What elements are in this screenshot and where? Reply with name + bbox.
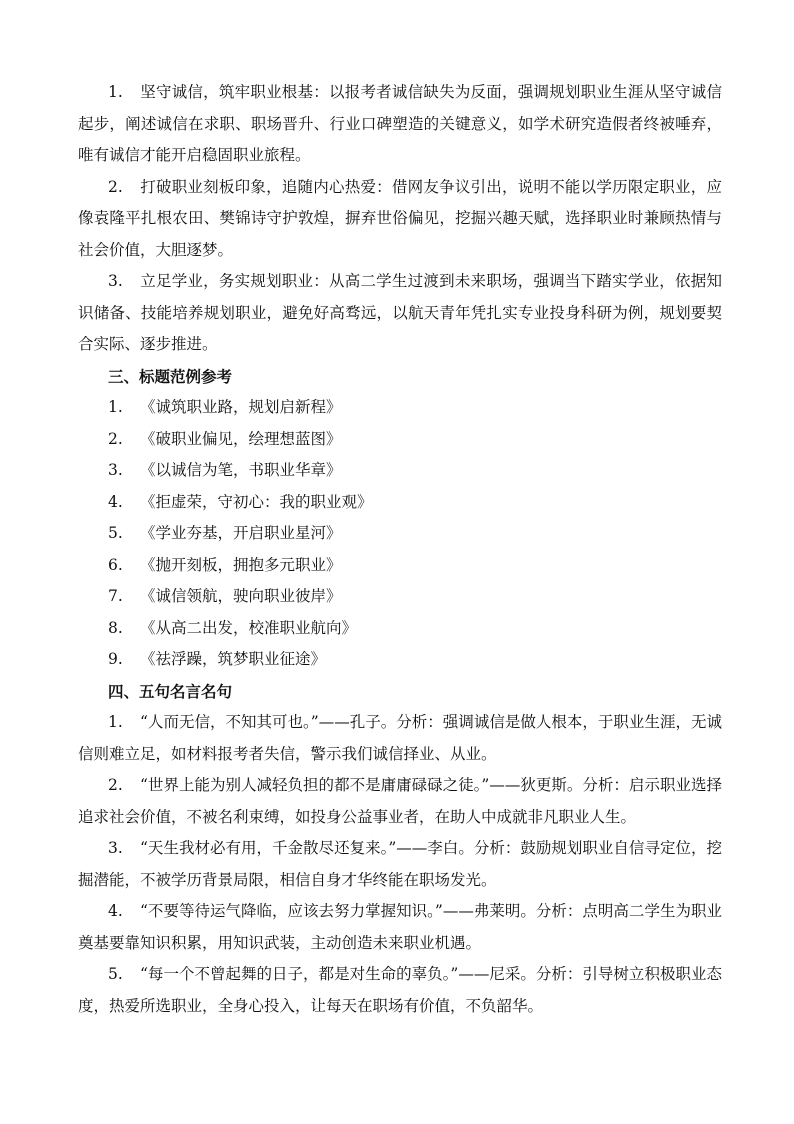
item-number: 9. bbox=[108, 650, 123, 668]
section-point bbox=[78, 77, 722, 172]
item-number: 3. bbox=[108, 839, 123, 857]
title-example bbox=[78, 518, 722, 550]
title-example bbox=[78, 487, 722, 519]
item-text: “每一个不曾起舞的日子，都是对生命的辜负。”——尼采。分析：引导树立积极职业态度，热爱所选职业，全身心投入，让每天在职场有价值，不负韶华。 bbox=[78, 965, 722, 1015]
section-heading-quotes: 四、五句名言名句 bbox=[108, 681, 233, 701]
item-number: 5. bbox=[108, 965, 123, 983]
item-number: 2. bbox=[108, 776, 123, 794]
item-text: 《拒虚荣，守初心：我的职业观》 bbox=[140, 492, 373, 511]
item-number: 1. bbox=[108, 713, 123, 731]
title-example bbox=[78, 644, 722, 676]
item-number: 3. bbox=[108, 272, 123, 290]
document-content bbox=[78, 77, 722, 1022]
item-text: 《以诚信为笔，书职业华章》 bbox=[140, 461, 342, 479]
item-text: “天生我材必有用，千金散尽还复来。”——李白。分析：鼓励规划职业自信寻定位，挖掘潜能，不被学历背景局限，相信自身才华终能在职场发光。 bbox=[78, 839, 722, 889]
title-example bbox=[78, 550, 722, 582]
item-number: 1. bbox=[108, 83, 123, 101]
item-number: 7. bbox=[108, 587, 123, 605]
item-text: 立足学业，务实规划职业：从高二学生过渡到未来职场，强调当下踏实学业，依据知识储备、技能培养规划职业，避免好高骛远，以航天青年凭扎实专业投身科研为例，规划要契合实际、逐步推进。 bbox=[78, 272, 722, 353]
quote-item bbox=[78, 833, 722, 896]
item-text: “不要等待运气降临，应该去努力掌握知识。”——弗莱明。分析：点明高二学生为职业奠基要靠知识积累，用知识武装，主动创造未来职业机遇。 bbox=[78, 902, 722, 952]
quote-item bbox=[78, 707, 722, 770]
title-example bbox=[78, 613, 722, 645]
item-number: 5. bbox=[108, 524, 123, 542]
item-text: 坚守诚信，筑牢职业根基：以报考者诚信缺失为反面，强调规划职业生涯从坚守诚信起步，阐述诚信在求职、职场晋升、行业口碑塑造的关键意义，如学术研究造假者终被唾弃，唯有诚信才能开启稳固职业旅程。 bbox=[78, 83, 722, 164]
title-example bbox=[78, 455, 722, 487]
item-number: 2. bbox=[108, 429, 123, 448]
section-point bbox=[78, 266, 722, 361]
item-text: 《抛开刻板，拥抱多元职业》 bbox=[140, 555, 342, 574]
section-heading-titles: 三、标题范例参考 bbox=[108, 366, 233, 386]
item-text: 《祛浮躁，筑梦职业征途》 bbox=[140, 650, 327, 668]
item-number: 2. bbox=[108, 177, 123, 196]
item-number: 6. bbox=[108, 555, 123, 574]
item-number: 8. bbox=[108, 618, 123, 637]
item-text: “人而无信，不知其可也。”——孔子。分析：强调诚信是做人根本，于职业生涯，无诚信则难立足，如材料报考者失信，警示我们诚信择业、从业。 bbox=[78, 713, 722, 763]
item-text: 《诚信领航，驶向职业彼岸》 bbox=[140, 587, 342, 605]
item-text: 《从高二出发，校准职业航向》 bbox=[140, 618, 358, 637]
quote-item bbox=[78, 959, 722, 1022]
item-text: 《学业夯基，开启职业星河》 bbox=[140, 524, 342, 542]
item-text: 《诚筑职业路，规划启新程》 bbox=[140, 398, 342, 416]
item-number: 3. bbox=[108, 461, 123, 479]
section-point bbox=[78, 172, 722, 267]
title-example bbox=[78, 581, 722, 613]
item-text: 《破职业偏见，绘理想蓝图》 bbox=[140, 429, 342, 448]
item-number: 1. bbox=[108, 398, 123, 416]
title-example bbox=[78, 424, 722, 456]
title-example bbox=[78, 392, 722, 424]
item-text: 打破职业刻板印象，追随内心热爱：借网友争议引出，说明不能以学历限定职业，应像袁隆平扎根农田、樊锦诗守护敦煌，摒弃世俗偏见，挖掘兴趣天赋，选择职业时兼顾热情与社会价值，大胆逐梦。 bbox=[78, 177, 722, 259]
item-number: 4. bbox=[108, 492, 123, 511]
quote-item bbox=[78, 896, 722, 959]
item-text: “世界上能为别人减轻负担的都不是庸庸碌碌之徒。”——狄更斯。分析：启示职业选择追求社会价值，不被名利束缚，如投身公益事业者，在助人中成就非凡职业人生。 bbox=[78, 776, 722, 826]
item-number: 4. bbox=[108, 902, 123, 920]
quote-item bbox=[78, 770, 722, 833]
